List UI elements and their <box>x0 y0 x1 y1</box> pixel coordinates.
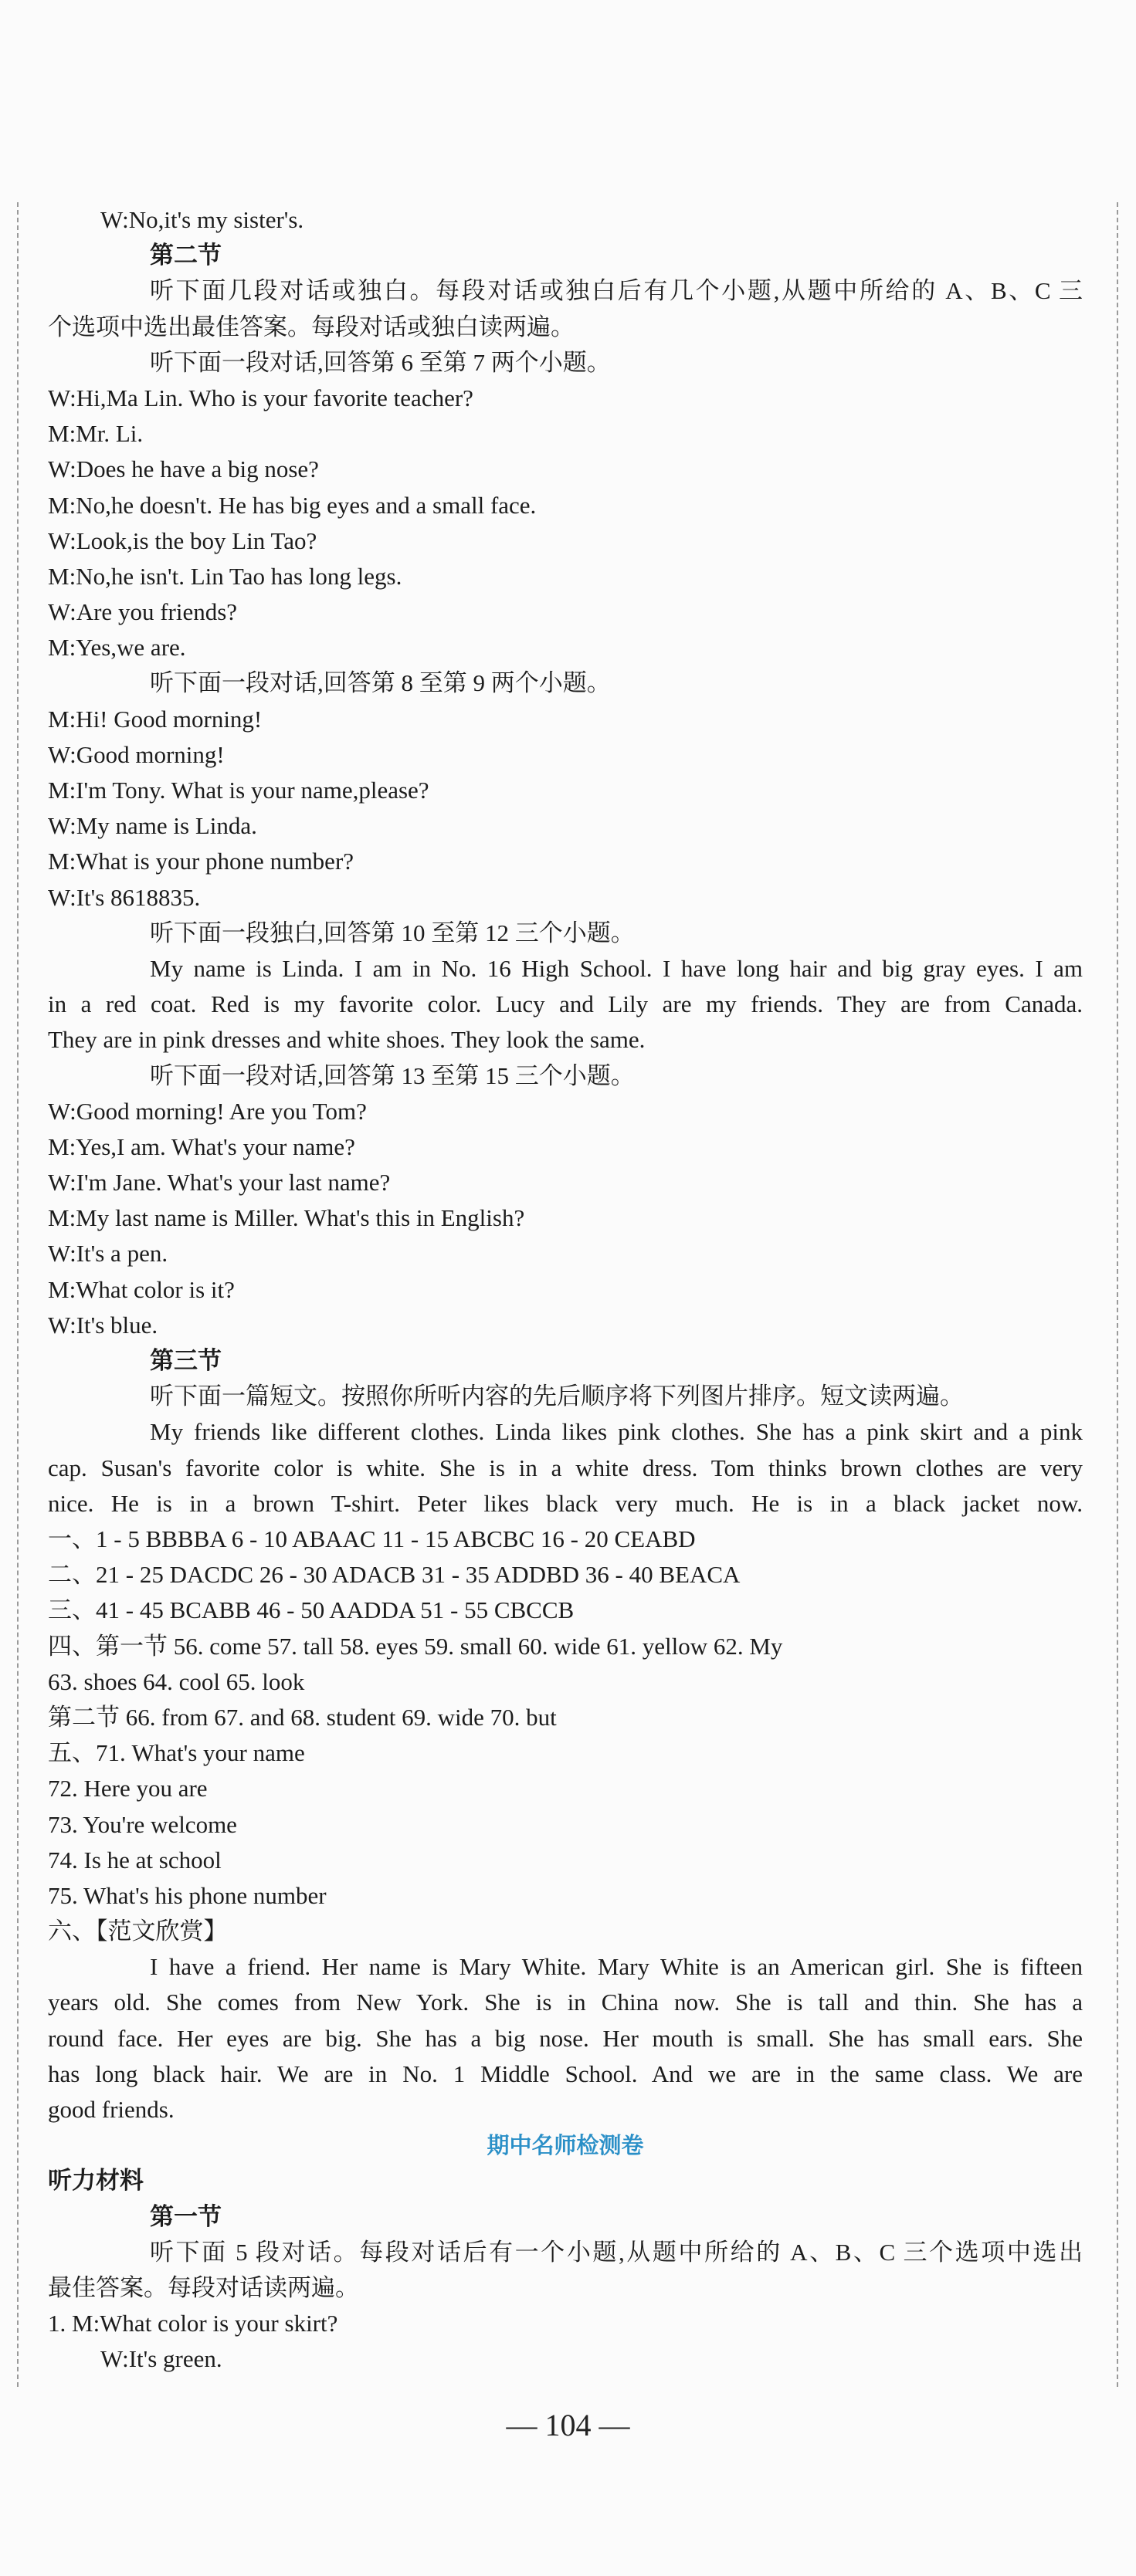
answer-key-line: 63. shoes 64. cool 65. look <box>48 1667 305 1695</box>
section-heading: 第一节 <box>150 2202 222 2230</box>
answer-key-line: 三、41 - 45 BCABB 46 - 50 AADDA 51 - 55 CBCCB <box>48 1596 575 1624</box>
model-essay-text: I have a friend. Her name is Mary White. Mary White is an American girl. She is fifteen <box>150 1953 1083 1981</box>
passage-text: My friends like different clothes. Linda likes pink clothes. She has a pink skirt and a pink <box>150 1418 1083 1446</box>
right-dashed-margin-line <box>1117 202 1118 2387</box>
answer-key-line: 四、第一节 56. come 57. tall 58. eyes 59. small 60. wide 61. yellow 62. My <box>48 1632 783 1660</box>
answer-key-line: 72. Here you are <box>48 1775 208 1803</box>
answer-key-line: 第二节 66. from 67. and 68. student 69. wide 70. but <box>48 1703 557 1731</box>
instruction-text: 听下面 5 段对话。每段对话后有一个小题,从题中所给的 A、B、C 三个选项中选出 <box>150 2238 1083 2266</box>
dialogue-line: W:It's 8618835. <box>48 883 201 911</box>
instruction-text: 个选项中选出最佳答案。每段对话或独白读两遍。 <box>48 313 575 340</box>
model-essay-text: years old. She comes from New York. She is in China now. She is tall and thin. She has a <box>48 1989 1083 2016</box>
dialogue-line: M:What color is it? <box>48 1275 235 1303</box>
dialogue-line: M:My last name is Miller. What's this in English? <box>48 1204 525 1232</box>
model-essay-text: has long black hair. We are in No. 1 Middle School. And we are in the same class. We are <box>48 2060 1083 2087</box>
question-prompt: 听下面一段对话,回答第 13 至第 15 三个小题。 <box>150 1061 635 1089</box>
model-essay-text: round face. Her eyes are big. She has a big nose. Her mouth is small. She has small ears. She <box>48 2024 1083 2052</box>
dialogue-line: 1. M:What color is your skirt? <box>48 2310 338 2337</box>
dialogue-line: M:No,he isn't. Lin Tao has long legs. <box>48 562 402 590</box>
passage-text: nice. He is in a brown T-shirt. Peter likes black very much. He is in a black jacket now. <box>48 1489 1083 1517</box>
left-dashed-margin-line <box>17 202 19 2387</box>
instruction-text: 最佳答案。每段对话读两遍。 <box>48 2274 359 2302</box>
dialogue-line: W:Does he have a big nose? <box>48 455 319 483</box>
question-prompt: 听下面一段对话,回答第 6 至第 7 两个小题。 <box>150 348 611 376</box>
model-essay-text: good friends. <box>48 2096 175 2124</box>
dialogue-line: W:It's blue. <box>48 1311 158 1339</box>
answer-key-line: 74. Is he at school <box>48 1846 222 1874</box>
dialogue-line: M:I'm Tony. What is your name,please? <box>48 777 429 804</box>
monologue-text: My name is Linda. I am in No. 16 High School. I have long hair and big gray eyes. I am <box>150 954 1083 982</box>
passage-text: cap. Susan's favorite color is white. She is in a white dress. Tom thinks brown clothes are very <box>48 1454 1083 1481</box>
dialogue-line: W:My name is Linda. <box>48 812 257 840</box>
model-essay-heading: 六、【范文欣赏】 <box>48 1918 228 1945</box>
listening-material-heading: 听力材料 <box>48 2167 144 2195</box>
page-content <box>48 202 1083 2378</box>
section-heading: 第三节 <box>150 1347 222 1375</box>
monologue-text: in a red coat. Red is my favorite color. Lucy and Lily are my friends. They are from Canada. <box>48 990 1083 1018</box>
dialogue-line: W:It's a pen. <box>48 1240 168 1268</box>
answer-key-line: 73. You're welcome <box>48 1810 237 1838</box>
instruction-text: 听下面一篇短文。按照你所听内容的先后顺序将下列图片排序。短文读两遍。 <box>150 1383 964 1410</box>
section-heading: 第二节 <box>150 242 222 269</box>
dialogue-line: W:Look,is the boy Lin Tao? <box>48 526 317 554</box>
dialogue-line: W:Good morning! Are you Tom? <box>48 1097 367 1125</box>
dialogue-line: M:What is your phone number? <box>48 848 354 875</box>
instruction-text: 听下面几段对话或独白。每段对话或独白后有几个小题,从题中所给的 A、B、C 三 <box>150 277 1083 305</box>
answer-key-line: 一、1 - 5 BBBBA 6 - 10 ABAAC 11 - 15 ABCBC 16 - 20 CEABD <box>48 1525 696 1553</box>
dialogue-line: M:Mr. Li. <box>48 420 144 448</box>
dialogue-line: W:Hi,Ma Lin. Who is your favorite teacher? <box>48 384 473 411</box>
dialogue-line: M:Yes,I am. What's your name? <box>48 1132 355 1160</box>
answer-key-line: 75. What's his phone number <box>48 1881 327 1909</box>
dialogue-line: W:It's green. <box>100 2345 222 2373</box>
dialogue-line: M:Hi! Good morning! <box>48 705 263 733</box>
dialogue-line: W:Are you friends? <box>48 598 238 626</box>
exam-section-title: 期中名师检测卷 <box>487 2132 644 2159</box>
question-prompt: 听下面一段独白,回答第 10 至第 12 三个小题。 <box>150 919 635 946</box>
page-number: — 104 — <box>506 2408 630 2442</box>
dialogue-line: M:No,he doesn't. He has big eyes and a small face. <box>48 491 537 519</box>
monologue-text: They are in pink dresses and white shoes. They look the same. <box>48 1026 646 1054</box>
dialogue-line: W:Good morning! <box>48 740 225 768</box>
question-prompt: 听下面一段对话,回答第 8 至第 9 两个小题。 <box>150 669 611 697</box>
dialogue-line: W:I'm Jane. What's your last name? <box>48 1169 391 1197</box>
answer-key-line: 二、21 - 25 DACDC 26 - 30 ADACB 31 - 35 ADDBD 36 - 40 BEACA <box>48 1561 741 1589</box>
dialogue-line: M:Yes,we are. <box>48 634 186 662</box>
answer-key-line: 五、71. What's your name <box>48 1739 305 1767</box>
dialogue-line: W:No,it's my sister's. <box>100 206 304 233</box>
